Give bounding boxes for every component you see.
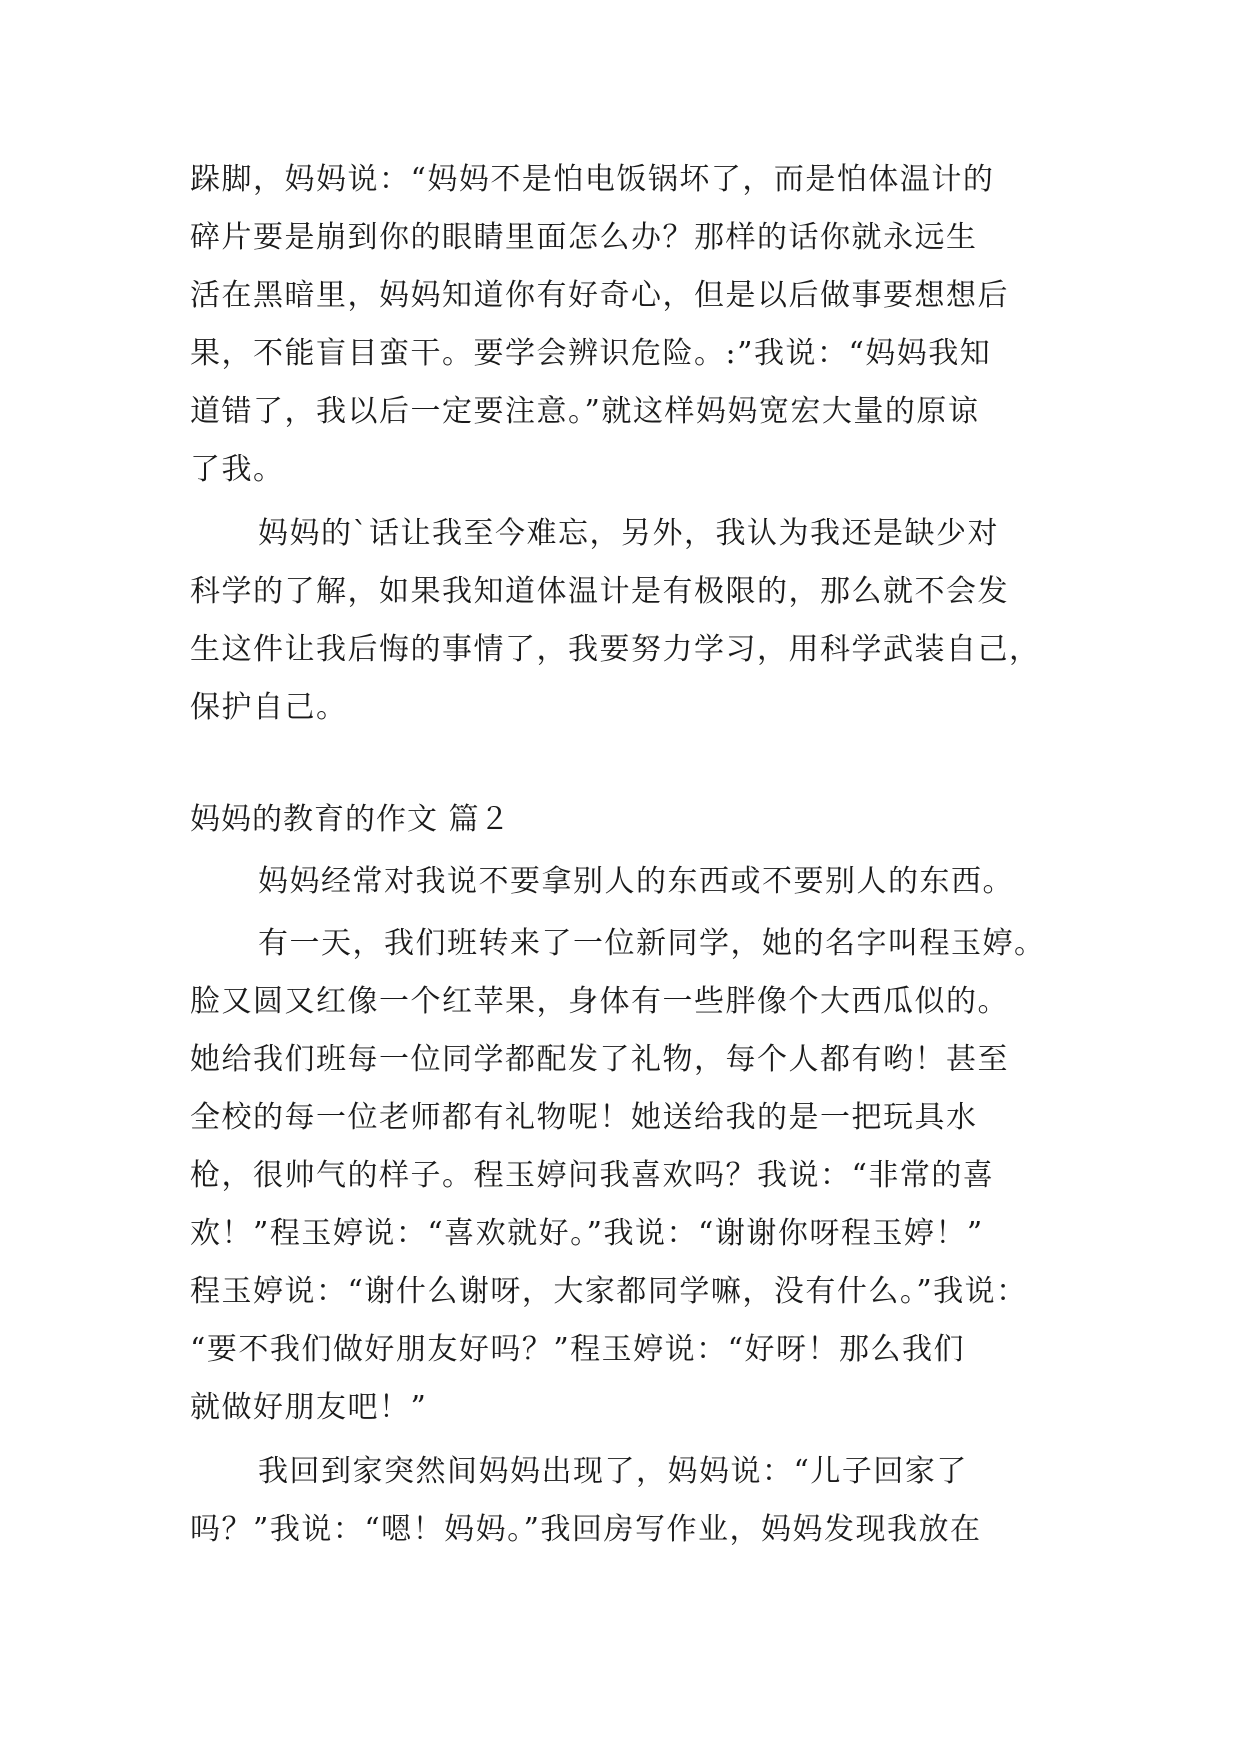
text-line: 生这件让我后悔的事情了，我要努力学习，用科学武装自己， (190, 632, 1041, 667)
section-heading: 妈妈的教育的作文 篇２ (190, 802, 511, 837)
paragraph-start-line: 有一天，我们班转来了一位新同学，她的名字叫程玉婷。 (258, 926, 1046, 961)
text-line: 全校的每一位老师都有礼物呢！她送给我的是一把玩具水 (190, 1100, 978, 1135)
text-line: 道错了，我以后一定要注意。”就这样妈妈宽宏大量的原谅 (190, 394, 980, 429)
text-line: 欢！”程玉婷说：“喜欢就好。”我说：“谢谢你呀程玉婷！” (190, 1216, 984, 1251)
text-line: 她给我们班每一位同学都配发了礼物，每个人都有哟！甚至 (190, 1042, 1009, 1077)
text-line: 保护自己。 (190, 690, 348, 725)
text-line: 了我。 (190, 452, 285, 487)
text-line: 程玉婷说：“谢什么谢呀，大家都同学嘛，没有什么。”我说： (190, 1274, 1028, 1309)
text-line: 科学的了解，如果我知道体温计是有极限的，那么就不会发 (190, 574, 1009, 609)
text-line: 活在黑暗里，妈妈知道你有好奇心，但是以后做事要想想后 (190, 278, 1009, 313)
text-line: 碎片要是崩到你的眼睛里面怎么办？那样的话你就永远生 (190, 220, 978, 255)
text-line: 枪，很帅气的样子。程玉婷问我喜欢吗？我说：“非常的喜 (190, 1158, 995, 1193)
paragraph-start-line: 我回到家突然间妈妈出现了，妈妈说：“儿子回家了 (258, 1454, 968, 1489)
text-line: 果，不能盲目蛮干。要学会辨识危险。:”我说：“妈妈我知 (190, 336, 992, 371)
paragraph-start-line: 妈妈经常对我说不要拿别人的东西或不要别人的东西。 (258, 864, 1014, 899)
text-line: 就做好朋友吧！” (190, 1390, 428, 1425)
text-line: 脸又圆又红像一个红苹果，身体有一些胖像个大西瓜似的。 (190, 984, 1009, 1019)
text-line: 跺脚，妈妈说：“妈妈不是怕电饭锅坏了，而是怕体温计的 (190, 162, 995, 197)
text-line: “要不我们做好朋友好吗？”程玉婷说：“好呀！那么我们 (190, 1332, 966, 1367)
paragraph-start-line: 妈妈的`话让我至今难忘，另外，我认为我还是缺少对 (258, 516, 999, 551)
text-line: 吗？”我说：“嗯！妈妈。”我回房写作业，妈妈发现我放在 (190, 1512, 982, 1547)
